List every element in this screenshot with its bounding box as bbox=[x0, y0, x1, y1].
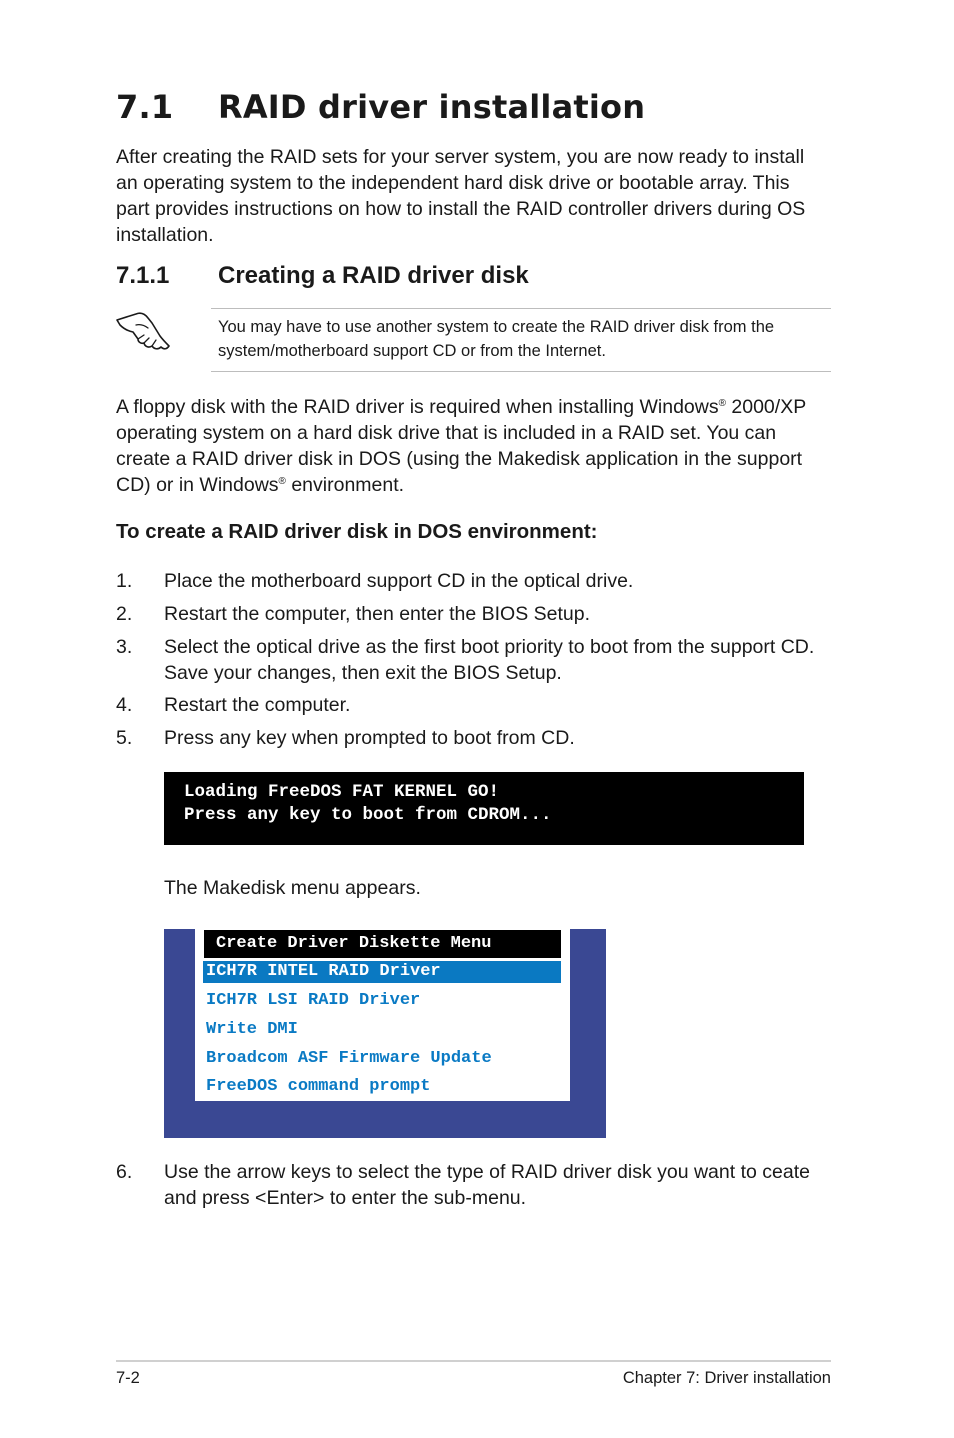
intro-paragraph: After creating the RAID sets for your server system, you are now ready to install an operating system to the independent hard disk drive or bootable array. This part provides instructions on how to install the RAID controller drivers during OS installation. bbox=[116, 146, 806, 246]
makedisk-caption: The Makedisk menu appears. bbox=[164, 877, 421, 899]
step-text: Save your changes, then exit the BIOS Setup. bbox=[164, 662, 562, 684]
menu-item-ich7r-intel-raid-driver[interactable]: ICH7R INTEL RAID Driver bbox=[206, 962, 441, 981]
step-number: 4. bbox=[116, 694, 133, 716]
menu-item-write-dmi[interactable]: Write DMI bbox=[206, 1020, 298, 1039]
page-number: 7-2 bbox=[116, 1369, 140, 1387]
note-text: You may have to use another system to create the RAID driver disk from the system/motherboard support CD or from the Internet. bbox=[218, 318, 775, 360]
registered-mark: ® bbox=[278, 476, 286, 487]
section-heading bbox=[116, 88, 645, 126]
subsection-number: 7.1.1 bbox=[116, 262, 170, 289]
menu-item-broadcom-asf-firmware-update[interactable]: Broadcom ASF Firmware Update bbox=[206, 1049, 492, 1068]
pointing-hand-icon bbox=[114, 309, 174, 355]
step-text: Select the optical drive as the first boot priority to boot from the support CD. bbox=[164, 636, 815, 658]
terminal-line: Loading FreeDOS FAT KERNEL GO! bbox=[184, 782, 500, 802]
step-number: 6. bbox=[116, 1161, 133, 1183]
chapter-label: Chapter 7: Driver installation bbox=[622, 1369, 831, 1387]
step-number: 1. bbox=[116, 570, 133, 592]
floppy-paragraph bbox=[116, 394, 821, 498]
step-number: 5. bbox=[116, 727, 133, 749]
terminal-line: Press any key to boot from CDROM... bbox=[184, 805, 552, 825]
step-text: Press any key when prompted to boot from CD. bbox=[164, 727, 575, 749]
boot-terminal-screen bbox=[164, 772, 804, 845]
step-text: Place the motherboard support CD in the optical drive. bbox=[164, 570, 634, 592]
step-text: Restart the computer. bbox=[164, 694, 351, 716]
note-top-rule bbox=[211, 308, 831, 309]
footer-rule bbox=[116, 1360, 831, 1362]
floppy-text-1: A floppy disk with the RAID driver is required when installing Windows bbox=[116, 396, 719, 418]
procedure-heading: To create a RAID driver disk in DOS environment: bbox=[116, 520, 598, 543]
menu-title: Create Driver Diskette Menu bbox=[216, 934, 492, 953]
menu-item-freedos-command-prompt[interactable]: FreeDOS command prompt bbox=[206, 1077, 431, 1096]
subsection-heading bbox=[116, 262, 529, 290]
section-title: RAID driver installation bbox=[218, 88, 646, 126]
floppy-text-3: environment. bbox=[285, 474, 405, 496]
subsection-title: Creating a RAID driver disk bbox=[218, 262, 529, 289]
section-number: 7.1 bbox=[116, 88, 174, 126]
registered-mark: ® bbox=[718, 398, 726, 409]
step-text: Restart the computer, then enter the BIOS Setup. bbox=[164, 603, 590, 625]
step-number: 3. bbox=[116, 636, 133, 658]
menu-item-ich7r-lsi-raid-driver[interactable]: ICH7R LSI RAID Driver bbox=[206, 991, 421, 1010]
step-number: 2. bbox=[116, 603, 133, 625]
step-text: Use the arrow keys to select the type of RAID driver disk you want to ceate bbox=[164, 1161, 810, 1183]
note-bottom-rule bbox=[211, 371, 831, 372]
floppy-text-2: 2000/XP operating system on a hard disk drive that is included in a RAID set. You can create a RAID driver disk in DOS (using the Makedisk application in the support CD) or in Windows bbox=[116, 396, 806, 496]
step-text: and press <Enter> to enter the sub-menu. bbox=[164, 1187, 527, 1209]
